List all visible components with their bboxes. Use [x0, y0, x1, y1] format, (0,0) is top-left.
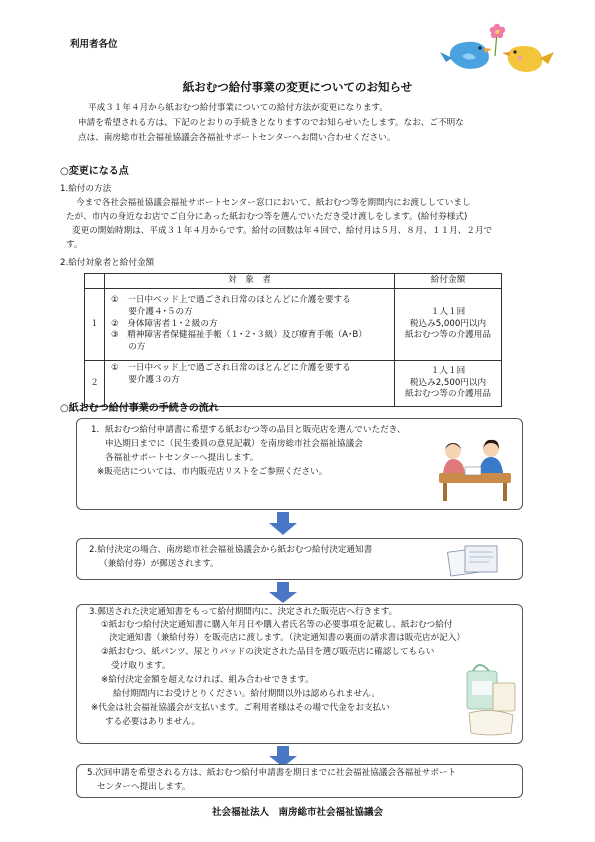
arrow-down-icon — [267, 582, 299, 604]
step3-box — [76, 604, 523, 744]
birds-illustration — [438, 18, 560, 80]
target-line: 要介護３の方 — [111, 374, 180, 385]
step3-line: 決定通知書（兼給付券）を販売店に渡します。（決定通知書の裏面の請求書は販売店が記入） — [109, 633, 465, 643]
intro-line-2: 申請を希望される方は、下記のとおりの手続きとなりますのでお知らせいたします。なお、ご不明な — [78, 118, 464, 128]
amount-line: 税込み2,500円以内 — [409, 377, 487, 388]
flower-icon — [490, 24, 505, 56]
row-amount — [395, 361, 502, 407]
item1-line-2: たが、市内の身近なお店でご自分にあった紙おむつ等を選んでいただき受け渡しをします。(給付券様式) — [66, 212, 468, 222]
consultation-illustration — [435, 437, 515, 503]
addressee: 利用者各位 — [70, 39, 118, 50]
target-line: ③ 精神障害者保健福祉手帳（１･２･３級）及び療育手帳（A･B） — [111, 330, 367, 341]
amount-line: 紙おむつ等の介護用品 — [405, 389, 491, 400]
table-header-no — [85, 274, 105, 289]
step5-line: 5.次回申請を希望される方は、紙おむつ給付申請書を期日までに社会福祉協議会各福祉サポート — [87, 768, 457, 778]
intro-line-1: 平成３１年４月から紙おむつ給付事業についての給付方法が変更になります。 — [88, 103, 388, 113]
item2-title: 2.給付対象者と給付金額 — [60, 258, 155, 268]
step5-box — [76, 764, 523, 798]
amount-line: １人１回 — [430, 306, 466, 317]
row-targets — [105, 289, 395, 361]
diaper-package-illustration — [463, 657, 519, 737]
step3-line: 給付期間内にお受けとりください。給付期間以外は認められません。 — [113, 689, 380, 699]
item1-title: 1.給付の方法 — [60, 184, 112, 194]
benefit-table — [84, 273, 502, 407]
table-header-target: 対 象 者 — [105, 274, 395, 289]
blue-bird-icon — [440, 42, 492, 69]
row-targets — [105, 361, 395, 407]
item1-line-4: す。 — [66, 240, 83, 250]
amount-line: １人１回 — [430, 365, 466, 376]
step1-line: ※販売店については、市内販売店リストをご参照ください。 — [97, 467, 328, 477]
item1-line-1: 今まで各社会福祉協議会福祉サポートセンター窓口において、紙おむつ等を期間内にお渡ししていまし — [76, 198, 471, 208]
yellow-bird-icon — [502, 46, 554, 72]
target-line: の方 — [111, 342, 146, 353]
step1-line: 1．紙おむつ給付申請書に希望する紙おむつ等の品目と販売店を選んでいただき、 — [91, 425, 406, 435]
row-amount — [395, 289, 502, 361]
step1-box — [76, 418, 523, 510]
step2-line: 2.給付決定の場合、南房総市社会福祉協議会から紙おむつ給付決定通知書 — [89, 545, 373, 555]
step3-line: 受け取ります。 — [111, 661, 171, 671]
footer-organization: 社会福祉法人 南房総市社会福祉協議会 — [211, 807, 383, 818]
section-heading-changes: ○変更になる点 — [60, 166, 129, 177]
step2-box — [76, 538, 523, 580]
step3-line: ①紙おむつ給付決定通知書に購入年月日や購入者氏名等の必要事項を記載し、紙おむつ給付 — [101, 620, 453, 630]
step1-line: 各福祉サポートセンターへ提出します。 — [105, 453, 259, 463]
table-row — [85, 361, 502, 407]
row-number: ２ — [85, 361, 105, 407]
target-line: ② 身体障害者１･２級の方 — [111, 318, 218, 329]
step5-line: センターへ提出します。 — [97, 782, 191, 792]
step1-line: 申込期日までに（民生委員の意見記載）を南房総市社会福祉協議会 — [105, 439, 363, 449]
document-illustration — [445, 542, 503, 578]
item1-line-3: 変更の開始時期は、平成３１年４月からです。給付の回数は年４回で、給付月は５月、８月、１１月、２月で — [72, 226, 493, 236]
target-line: 要介護４･５の方 — [111, 306, 193, 317]
step2-line: （兼給付券）が郵送されます。 — [99, 559, 219, 569]
target-line: ① 一日中ベッド上で過ごされ日常のほとんどに介護を要する — [111, 294, 351, 305]
section-heading-flow: ○紙おむつ給付事業の手続きの流れ — [60, 403, 219, 414]
step3-line: 3.郵送された決定通知書をもって給付期間内に、決定された販売店へ行きます。 — [89, 607, 398, 617]
step3-line: ※代金は社会福祉協議会が支払います。ご利用者様はその場で代金をお支払い — [91, 703, 390, 713]
page-title: 紙おむつ給付事業の変更についてのお知らせ — [182, 80, 413, 94]
target-line: ① 一日中ベッド上で過ごされ日常のほとんどに介護を要する — [111, 363, 351, 373]
step3-line: ※給付決定金額を超えなければ、組み合わせできます。 — [101, 675, 314, 685]
arrow-down-icon — [267, 512, 299, 536]
amount-line: 税込み5,000円以内 — [409, 318, 487, 329]
step3-line: する必要はありません。 — [105, 717, 201, 727]
row-number: １ — [85, 289, 105, 361]
intro-line-3: 点は、南房総市社会福祉協議会各福祉サポートセンターへお問い合わせください。 — [78, 133, 396, 143]
step3-line: ②紙おむつ、紙パンツ、尿とりパッドの決定された品目を選び販売店に確認してもらい — [101, 647, 435, 657]
table-row — [85, 289, 502, 361]
table-header-amount: 給付金額 — [395, 274, 502, 289]
amount-line: 紙おむつ等の介護用品 — [405, 330, 491, 341]
